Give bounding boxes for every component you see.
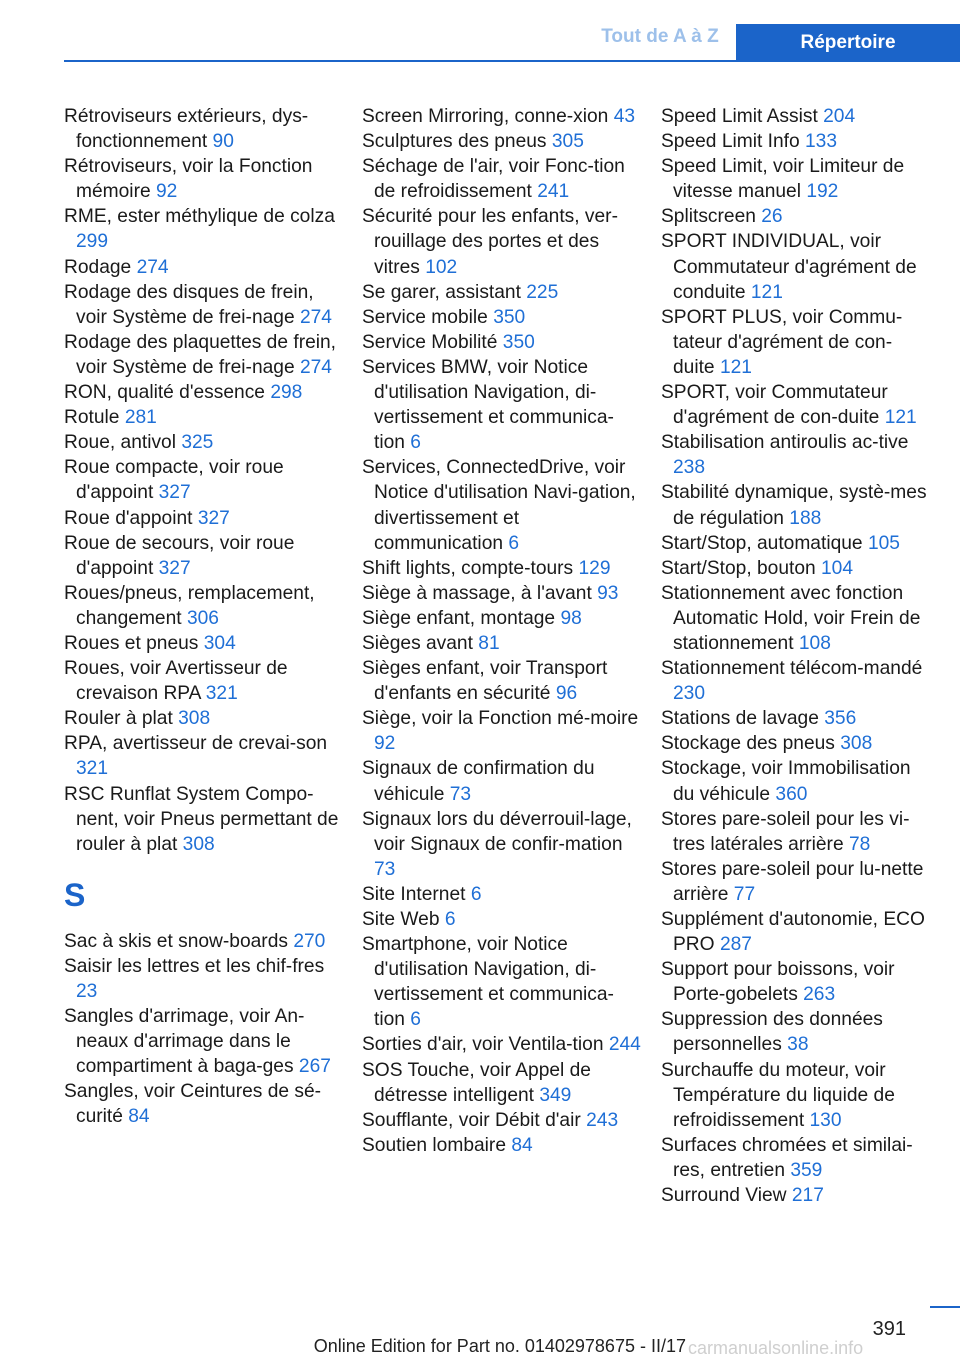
index-entry	[362, 1058, 642, 1108]
page-link[interactable]: 225	[526, 281, 559, 303]
index-entry	[362, 932, 642, 1032]
entry-text: Stores pare-soleil pour lu-nette arrière	[661, 858, 924, 905]
page-link[interactable]: 92	[374, 733, 396, 755]
entry-text: Stationnement télécom-mandé	[661, 658, 923, 680]
index-entry	[362, 455, 642, 555]
page-link[interactable]: 26	[761, 206, 783, 228]
entry-text: Shift lights, compte-tours	[362, 557, 574, 579]
entry-text: Sangles d'arrimage, voir An-neaux d'arrimage dans le compartiment à baga-ges	[64, 1006, 305, 1078]
index-entry	[64, 280, 344, 330]
index-entry	[362, 706, 642, 756]
header-rule	[64, 60, 960, 62]
index-entry	[661, 857, 931, 907]
entry-text: Sac à skis et snow-boards	[64, 930, 288, 952]
page-number: 391	[872, 1318, 906, 1340]
index-entry	[64, 581, 344, 631]
entry-text: Services BMW, voir Notice d'utilisation Navigation, di-vertissement et communica-tion	[362, 356, 614, 454]
entry-text: Screen Mirroring, conne-xion	[362, 106, 609, 127]
page-link[interactable]: 105	[867, 532, 900, 554]
watermark: carmanualsonline.info	[688, 1338, 864, 1358]
page-link[interactable]: 23	[76, 981, 98, 1002]
index-entry	[362, 807, 642, 882]
entry-text: Siège, voir la Fonction mé-moire	[362, 708, 639, 730]
page-link[interactable]: 360	[775, 783, 808, 805]
page-link[interactable]: 304	[203, 632, 236, 654]
index-entry	[64, 330, 344, 380]
index-entry	[661, 204, 931, 229]
index-entry	[362, 756, 642, 806]
entry-text: Stabilité dynamique, systè-mes de régulation	[661, 482, 927, 529]
index-entry	[362, 1032, 642, 1057]
entry-text: Sangles, voir Ceintures de sé-curité	[64, 1081, 322, 1128]
entry-text: Roues et pneus	[64, 632, 199, 654]
entry-text: Stores pare-soleil pour les vi-tres latérales arrière	[661, 808, 910, 855]
entry-text: Rétroviseurs extérieurs, dys-fonctionnement	[64, 106, 309, 153]
page-link[interactable]: 281	[124, 407, 157, 429]
index-entry	[362, 1108, 642, 1133]
entry-text: Soufflante, voir Débit d'air	[362, 1109, 581, 1131]
index-entry	[362, 154, 642, 204]
page-link[interactable]: 38	[787, 1034, 809, 1056]
entry-text: Speed Limit, voir Limiteur de vitesse manuel	[661, 156, 905, 203]
index-entry	[64, 455, 344, 505]
page-link[interactable]: 325	[181, 432, 214, 454]
entry-text: Rodage des disques de frein, voir Système de frei-nage	[64, 281, 314, 328]
page-link[interactable]: 78	[848, 833, 871, 855]
index-entry	[64, 531, 344, 581]
entry-text: Rétroviseurs, voir la Fonction mémoire	[64, 156, 313, 203]
page-link[interactable]: 73	[374, 858, 396, 880]
page-link[interactable]: 92	[155, 181, 178, 203]
page-link[interactable]: 238	[673, 457, 706, 479]
page-link[interactable]: 274	[299, 356, 332, 378]
page-link[interactable]: 133	[805, 131, 838, 153]
index-entry	[64, 1079, 344, 1129]
entry-text: Siège à massage, à l'avant	[362, 582, 592, 604]
page-link[interactable]: 327	[158, 557, 191, 579]
page-link[interactable]: 6	[410, 432, 421, 454]
page-link[interactable]: 121	[719, 356, 752, 378]
index-entry	[64, 929, 344, 954]
entry-text: Stockage, voir Immobilisation du véhicule	[661, 758, 911, 805]
index-entry	[362, 656, 642, 706]
entry-text: Sculptures des pneus	[362, 131, 547, 153]
page-link[interactable]: 241	[537, 181, 570, 203]
entry-text: Saisir les lettres et les chif-fres	[64, 955, 325, 977]
entry-text: Supplément d'autonomie, ECO PRO	[661, 909, 925, 956]
entry-text: RON, qualité d'essence	[64, 382, 265, 404]
index-entry	[64, 380, 344, 405]
page-link[interactable]: 81	[478, 632, 500, 654]
entry-text: Roue, antivol	[64, 432, 176, 454]
entry-text: Suppression des données personnelles	[661, 1009, 883, 1056]
page-link[interactable]: 121	[884, 407, 917, 429]
section-letter: S	[64, 876, 86, 913]
index-entry	[362, 204, 642, 279]
index-entry	[64, 154, 344, 204]
page-link[interactable]: 263	[803, 984, 836, 1006]
entry-text: Rodage	[64, 256, 132, 278]
page-header	[0, 0, 960, 62]
page-link[interactable]: 359	[790, 1159, 823, 1181]
page-link[interactable]: 305	[551, 131, 584, 153]
entry-text: Stabilisation antiroulis ac-tive	[661, 432, 909, 454]
page-link[interactable]: 327	[158, 482, 191, 504]
entry-text: Start/Stop, automatique	[661, 532, 863, 554]
page-link[interactable]: 308	[840, 733, 873, 755]
entry-text: Smartphone, voir Notice d'utilisation Navigation, di-vertissement et communica-tion	[362, 934, 614, 1031]
page-link[interactable]: 84	[128, 1106, 150, 1128]
page-link[interactable]: 298	[270, 382, 303, 404]
page-link[interactable]: 356	[824, 708, 857, 730]
page-link[interactable]: 308	[178, 708, 211, 730]
index-entry	[362, 581, 642, 606]
entry-text: Service mobile	[362, 306, 488, 328]
index-entry	[64, 255, 344, 280]
index-entry	[661, 957, 931, 1007]
page-link[interactable]: 90	[212, 131, 234, 153]
index-entry	[661, 1007, 931, 1057]
index-entry	[661, 1133, 931, 1183]
page-link[interactable]: 327	[197, 507, 230, 529]
page-link[interactable]: 6	[410, 1009, 421, 1031]
entry-text: Siège enfant, montage	[362, 607, 556, 629]
entry-text: SOS Touche, voir Appel de détresse intelligent	[362, 1059, 591, 1106]
index-entry	[64, 104, 344, 154]
index-entry	[362, 330, 642, 355]
page-link[interactable]: 267	[298, 1056, 331, 1078]
page-link[interactable]: 321	[76, 758, 109, 780]
entry-text: Roue compacte, voir roue d'appoint	[64, 457, 284, 504]
index-entry	[64, 731, 344, 781]
page-link[interactable]: 308	[182, 833, 215, 855]
page-link[interactable]: 192	[806, 181, 839, 203]
index-entry	[362, 280, 642, 305]
page-link[interactable]: 98	[560, 607, 582, 629]
entry-text: Rouler à plat	[64, 708, 173, 730]
entries-r	[64, 104, 344, 857]
page-link[interactable]: 243	[586, 1109, 619, 1131]
index-entry	[661, 731, 931, 756]
page-link[interactable]: 73	[449, 783, 472, 805]
index-entry	[661, 581, 931, 656]
page-link[interactable]: 93	[597, 582, 619, 604]
entry-text: Stations de lavage	[661, 708, 819, 730]
page-link[interactable]: 287	[719, 934, 752, 956]
entry-text: Start/Stop, bouton	[661, 557, 816, 579]
page-link[interactable]: 350	[493, 306, 526, 328]
index-entry	[661, 556, 931, 581]
entry-text: Site Web	[362, 909, 440, 930]
page-link[interactable]: 349	[539, 1084, 572, 1106]
entry-text: SPORT, voir Commutateur d'agrément de con-duite	[661, 382, 888, 429]
index-entry	[362, 129, 642, 154]
page-link[interactable]: 306	[186, 607, 219, 629]
edition-note: Online Edition for Part no. 01402978675 - II/17	[313, 1336, 686, 1356]
index-entry	[362, 1133, 642, 1158]
index-entry	[64, 782, 344, 857]
entry-text: Signaux lors du déverrouil-lage, voir Signaux de confir-mation	[362, 808, 632, 855]
entry-text: Surfaces chromées et similai-res, entretien	[661, 1134, 913, 1181]
index-entry	[64, 656, 344, 706]
index-entry	[64, 405, 344, 430]
index-entry	[661, 305, 931, 380]
entry-text: Soutien lombaire	[362, 1134, 506, 1156]
index-entry	[64, 430, 344, 455]
index-entry	[362, 631, 642, 656]
entry-text: Roues/pneus, remplacement, changement	[64, 582, 315, 629]
tab-tout-de-a-a-z[interactable]: Tout de A à Z	[601, 26, 719, 47]
index-entry	[64, 1004, 344, 1079]
page-link[interactable]: 108	[798, 632, 831, 654]
entry-text: Surround View	[661, 1185, 787, 1207]
entry-text: Support pour boissons, voir Porte-gobelets	[661, 959, 895, 1006]
tab-repertoire[interactable]: Répertoire	[736, 24, 960, 62]
index-entry	[64, 631, 344, 656]
entry-text: Sécurité pour les enfants, ver-rouillage des portes et des vitres	[362, 206, 618, 278]
entry-text: SPORT PLUS, voir Commu-tateur d'agrément de con-duite	[661, 306, 903, 378]
index-entry	[661, 756, 931, 806]
index-entry	[362, 355, 642, 455]
page-link[interactable]: 270	[293, 930, 326, 952]
entry-text: Services, ConnectedDrive, voir Notice d'utilisation Navi-gation, divertissement et communication	[362, 457, 636, 554]
page-link[interactable]: 104	[821, 557, 854, 579]
entry-text: Rodage des plaquettes de frein, voir Système de frei-nage	[64, 331, 337, 378]
entry-text: Sièges enfant, voir Transport d'enfants en sécurité	[362, 658, 608, 705]
page-link[interactable]: 6	[444, 909, 456, 930]
entries-s-3	[661, 104, 931, 1208]
entry-text: Speed Limit Info	[661, 131, 800, 153]
page-link[interactable]: 43	[613, 106, 636, 127]
entry-text: Sièges avant	[362, 632, 473, 654]
page-link[interactable]: 130	[809, 1109, 842, 1131]
entry-text: Speed Limit Assist	[661, 106, 818, 127]
entry-text: Roue d'appoint	[64, 507, 193, 529]
entry-text: Stationnement avec fonction Automatic Hold, voir Frein de stationnement	[661, 582, 921, 654]
page-link[interactable]: 321	[205, 683, 238, 705]
entry-text: RSC Runflat System Compo-nent, voir Pneus permettant de rouler à plat	[64, 783, 339, 855]
index-entry	[661, 907, 931, 957]
page-link[interactable]: 77	[733, 883, 756, 905]
page-link[interactable]: 299	[76, 231, 109, 253]
entry-text: Site Internet	[362, 883, 466, 905]
page-link[interactable]: 102	[425, 256, 458, 278]
entry-text: Séchage de l'air, voir Fonc-tion de refroidissement	[362, 156, 625, 203]
page-link[interactable]: 129	[578, 557, 611, 579]
index-entry	[661, 1058, 931, 1133]
index-entry	[661, 229, 931, 304]
page-link[interactable]: 6	[470, 883, 482, 905]
page-link[interactable]: 230	[673, 683, 706, 705]
entry-text: Splitscreen	[661, 206, 756, 228]
entry-text: RME, ester méthylique de colza	[64, 206, 335, 228]
entries-s-2	[362, 104, 642, 1158]
index-entry	[661, 104, 931, 129]
page-link[interactable]: 6	[508, 532, 520, 554]
page-link[interactable]: 121	[750, 281, 783, 303]
index-entry	[64, 506, 344, 531]
index-entry	[362, 907, 642, 932]
index-entry	[362, 882, 642, 907]
footer-rule	[930, 1306, 960, 1308]
index-column-1	[64, 104, 344, 1130]
entry-text: Rotule	[64, 407, 120, 429]
entry-text: Roues, voir Avertisseur de crevaison RPA	[64, 658, 288, 705]
index-column-3	[661, 104, 931, 1208]
index-column-2	[362, 104, 642, 1158]
page-link[interactable]: 244	[608, 1034, 641, 1056]
page-link[interactable]: 274	[136, 256, 169, 278]
index-entry	[661, 1183, 931, 1208]
index-entry	[661, 430, 931, 480]
index-entry	[661, 380, 931, 430]
entry-text: Surchauffe du moteur, voir Température du liquide de refroidissement	[661, 1059, 895, 1131]
index-entry	[64, 706, 344, 731]
page-link[interactable]: 204	[823, 106, 856, 127]
index-entry	[64, 204, 344, 254]
page-link[interactable]: 274	[299, 306, 332, 328]
index-entry	[661, 531, 931, 556]
index-entry	[362, 556, 642, 581]
entry-text: Sorties d'air, voir Ventila-tion	[362, 1034, 604, 1056]
index-entry	[661, 706, 931, 731]
page-link[interactable]: 217	[791, 1185, 824, 1207]
entry-text: Roue de secours, voir roue d'appoint	[64, 532, 295, 579]
index-entry	[661, 656, 931, 706]
entry-text: Service Mobilité	[362, 331, 498, 353]
index-entry	[661, 807, 931, 857]
index-entry	[362, 606, 642, 631]
index-entry	[661, 129, 931, 154]
page-link[interactable]: 350	[502, 331, 535, 353]
page-link[interactable]: 96	[555, 683, 578, 705]
entry-text: SPORT INDIVIDUAL, voir Commutateur d'agrément de conduite	[661, 231, 917, 303]
entries-s	[64, 929, 344, 1130]
index-entry	[64, 954, 344, 1004]
index-entry	[362, 305, 642, 330]
entry-text: Se garer, assistant	[362, 281, 521, 303]
page-link[interactable]: 84	[511, 1134, 533, 1156]
entry-text: Signaux de confirmation du véhicule	[362, 758, 595, 805]
index-entry	[661, 480, 931, 530]
entry-text: RPA, avertisseur de crevai-son	[64, 733, 328, 755]
index-entry	[362, 104, 642, 129]
entry-text: Stockage des pneus	[661, 733, 835, 755]
page-link[interactable]: 188	[789, 507, 822, 529]
index-entry	[661, 154, 931, 204]
